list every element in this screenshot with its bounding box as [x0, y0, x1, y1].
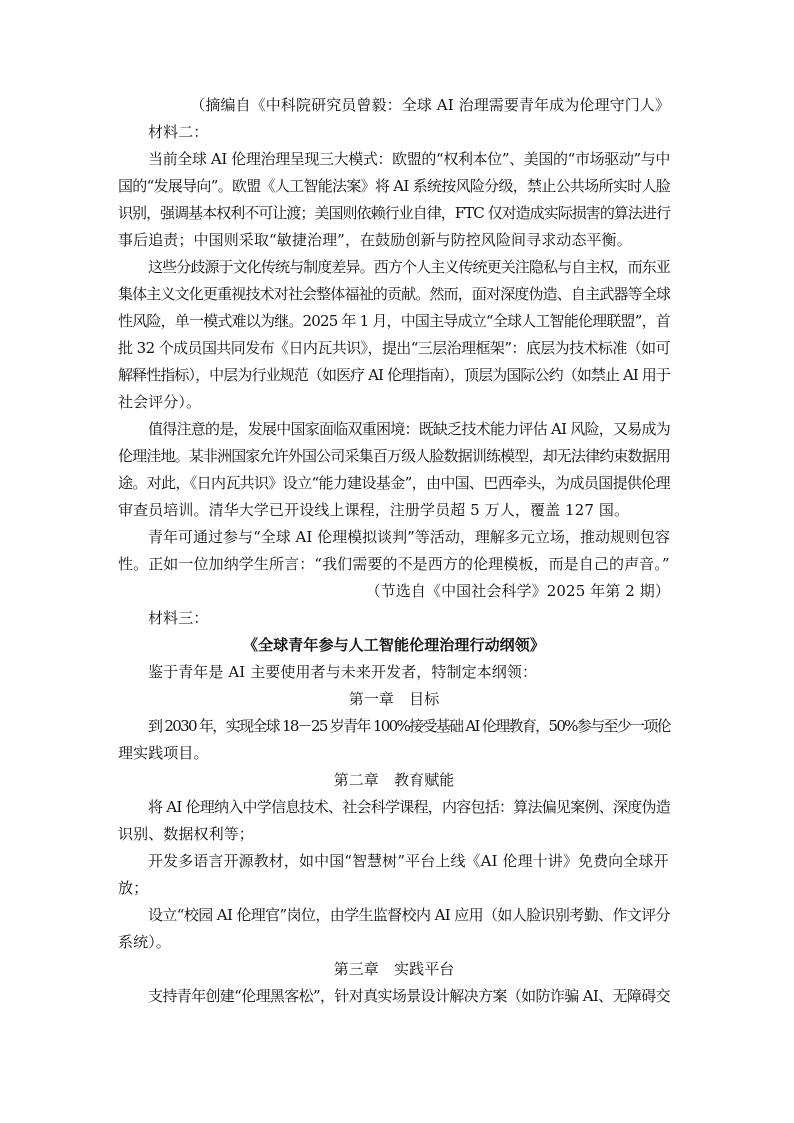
- text-line: [118, 335, 670, 362]
- text-span: 第二章 教育赋能: [333, 771, 455, 789]
- text-line: [118, 902, 670, 929]
- text-span: 审查员培训。清华大学已开设线上课程，注册学员超 5 万人，覆盖 127 国。: [118, 501, 630, 519]
- text-span: 支持青年创建“伦理黑客松”，针对真实场景设计解决方案（如防诈骗 AI、无障碍交: [148, 987, 670, 1005]
- text-span: 伦理洼地。某非洲国家允许外国公司采集百万级人脸数据训练模型，却无法律约束数据用: [118, 447, 670, 465]
- text-line: [118, 470, 670, 497]
- text-span: 材料二：: [148, 123, 209, 141]
- text-line: [118, 686, 670, 713]
- text-span: 解释性指标），中层为行业规范（如医疗 AI 伦理指南），顶层为国际公约（如禁止 AI 用于: [118, 366, 670, 384]
- text-span: 这些分歧源于文化传统与制度差异。西方个人主义传统更关注隐私与自主权，而东亚: [148, 258, 670, 276]
- text-span: 识别、数据权利等；: [118, 825, 254, 843]
- text-span: 青年可通过参与“全球 AI 伦理模拟谈判”等活动，理解多元立场，推动规则包容: [148, 528, 670, 546]
- text-line: [118, 929, 670, 956]
- text-line: [118, 605, 670, 632]
- text-line: [118, 146, 670, 173]
- text-span: 性风险，单一模式难以为继。2025 年 1 月，中国主导成立“全球人工智能伦理联盟”，首: [118, 312, 670, 330]
- text-span: 系统）。: [118, 933, 171, 951]
- text-line: [118, 281, 670, 308]
- text-line: [118, 524, 670, 551]
- text-span: 到 2030 年，实现全球 18－25 岁青年 100%接受基础 AI 伦理教育，50%参与至少一项伦: [148, 717, 670, 735]
- text-line: [118, 119, 670, 146]
- text-span: 第一章 目标: [348, 690, 440, 708]
- text-line: [118, 227, 670, 254]
- text-span: 值得注意的是，发展中国家面临双重困境：既缺乏技术能力评估 AI 风险，又易成为: [148, 420, 670, 438]
- text-line: [118, 173, 670, 200]
- text-span: 鉴于青年是 AI 主要使用者与未来开发者，特制定本纲领：: [148, 663, 538, 681]
- text-span: 《全球青年参与人工智能伦理治理行动纲领》: [242, 636, 545, 654]
- text-span: 当前全球 AI 伦理治理呈现三大模式：欧盟的“权利本位”、美国的“市场驱动”与中: [148, 150, 670, 168]
- text-line: [118, 362, 670, 389]
- text-line: [118, 821, 670, 848]
- text-line: [118, 200, 670, 227]
- text-span: （摘编自《中科院研究员曾毅：全球 AI 治理需要青年成为伦理守门人》: [190, 96, 670, 114]
- text-span: 集体主义文化更重视技术对社会整体福祉的贡献。然而，面对深度伪造、自主武器等全球: [118, 285, 670, 303]
- text-line: [118, 443, 670, 470]
- text-line: [118, 551, 670, 578]
- text-span: 国的“发展导向”。欧盟《人工智能法案》将 AI 系统按风险分级，禁止公共场所实时人脸: [118, 177, 670, 195]
- text-line: [118, 254, 670, 281]
- text-span: 理实践项目。: [118, 744, 209, 762]
- text-line: [118, 848, 670, 875]
- text-line: [118, 875, 670, 902]
- text-span: 放；: [118, 879, 149, 897]
- text-span: 性。正如一位加纳学生所言：“我们需要的不是西方的伦理模板，而是自己的声音。”: [118, 555, 670, 573]
- text-span: 社会评分）。: [118, 393, 202, 411]
- text-span: 批 32 个成员国共同发布《日内瓦共识》，提出“三层治理框架”：底层为技术标准（如可: [118, 339, 670, 357]
- text-line: [118, 659, 670, 686]
- text-span: 将 AI 伦理纳入中学信息技术、社会科学课程，内容包括：算法偏见案例、深度伪造: [148, 798, 670, 816]
- text-span: 开发多语言开源教材，如中国“智慧树”平台上线《AI 伦理十讲》免费向全球开: [148, 852, 669, 870]
- text-line: [118, 767, 670, 794]
- text-line: [118, 578, 670, 605]
- text-line: [118, 92, 670, 119]
- text-span: （节选自《中国社会科学》2025 年第 2 期）: [365, 582, 670, 600]
- text-span: 途。对此，《日内瓦共识》设立“能力建设基金”，由中国、巴西牵头，为成员国提供伦理: [118, 474, 670, 492]
- text-line: [118, 632, 670, 659]
- text-line: [118, 794, 670, 821]
- text-span: 识别，强调基本权利不可让渡；美国则依赖行业自律，FTC 仅对造成实际损害的算法进行: [118, 204, 670, 222]
- text-line: [118, 389, 670, 416]
- text-line: [118, 956, 670, 983]
- text-line: [118, 497, 670, 524]
- text-line: [118, 713, 670, 740]
- text-line: [118, 416, 670, 443]
- text-line: [118, 983, 670, 1010]
- text-span: 设立“校园 AI 伦理官”岗位，由学生监督校内 AI 应用（如人脸识别考勤、作文评分: [148, 906, 670, 924]
- text-span: 第三章 实践平台: [333, 960, 455, 978]
- text-line: [118, 740, 670, 767]
- text-span: 材料三：: [148, 609, 209, 627]
- document-body: [118, 92, 670, 1010]
- text-line: [118, 308, 670, 335]
- text-span: 事后追责；中国则采取“敏捷治理”，在鼓励创新与防控风险间寻求动态平衡。: [118, 231, 632, 249]
